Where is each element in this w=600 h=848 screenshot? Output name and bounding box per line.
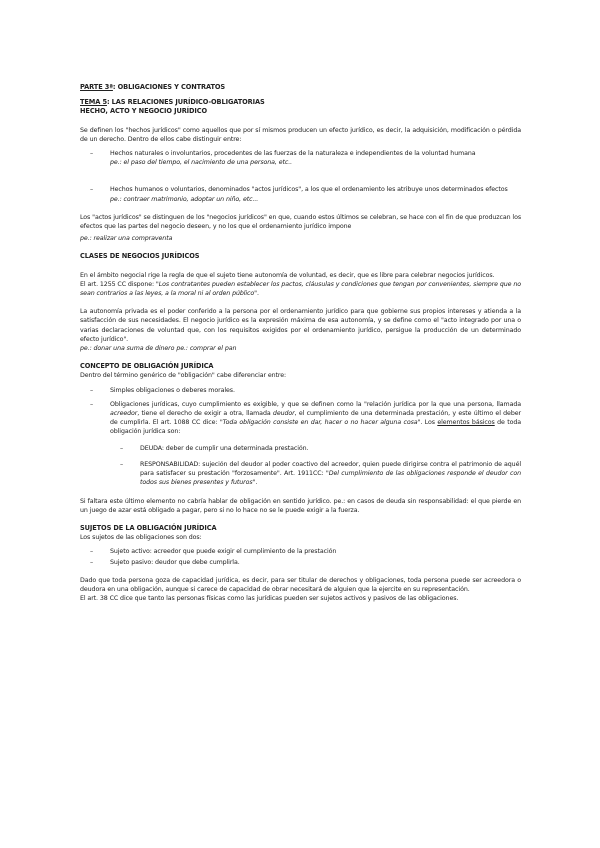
term: acreedor [110, 410, 138, 418]
item-text: Hechos naturales o involuntarios, procedentes de las fuerzas de la naturaleza e independientes de la voluntad humana [110, 150, 476, 158]
example: pe.: realizar una compraventa [80, 235, 173, 243]
term: deudor [272, 410, 295, 418]
quote: "Toda obligación consiste en dar, hacer o no hacer alguna cosa" [219, 419, 421, 427]
example: pe.: el paso del tiempo, el nacimiento de una persona, etc.. [110, 159, 293, 167]
list-obligaciones [80, 386, 521, 488]
paragraph-art38: El art. 38 CC dice que tanto las personas físicas como las jurídicas pueden ser sujetos activos y pasivos de las obligaciones. [80, 595, 459, 603]
text: . [255, 479, 258, 487]
list-item [80, 149, 521, 167]
topic-label: TEMA 5 [80, 98, 107, 107]
list-elementos [80, 444, 521, 488]
list-item: – Sujeto activo: acreedor que puede exigir el cumplimiento de la prestación [80, 547, 521, 556]
paragraph-autonomia: La autonomía privada es el poder conferido a la persona por el ordenamiento jurídico para que gobierne sus propios intereses y atienda a la satisfacción de sus necesidades. El negocio jurídico es la expresión máxima de esa autonomía, y se define como el "acto integrado por una o varias declaraciones de voluntad que, con los requisitos exigidos por el ordenamiento jurídico, persigue la producción de un determinado efecto jurídico". [80, 308, 521, 343]
part-label: PARTE 3ª [80, 83, 113, 91]
paragraph-si-faltara: Si faltara este último elemento no cabría hablar de obligación en sentido jurídico. pe.: en casos de deuda sin responsabilidad: el que pierde en un juego de azar está obligado a pagar, pero si no lo hace no se le puede exigir a la fuerza. [80, 497, 521, 514]
list-item: – Simples obligaciones o deberes morales. [80, 386, 521, 395]
example: pe.: donar una suma de dinero pe.: comprar el pan [80, 345, 237, 353]
list-item [80, 400, 521, 488]
list-item [80, 185, 521, 203]
paragraph-capacidad: Dado que toda persona goza de capacidad jurídica, es decir, para ser titular de derechos y obligaciones, toda persona puede ser acreedora o deudora en una obligación, aunque si carece de capacidad de obrar necesitará de alguien que la ejercite en su representación. [80, 576, 521, 593]
section-heading-sujetos: SUJETOS DE LA OBLIGACIÓN JURÍDICA [80, 523, 217, 532]
quote: "Del cumplimiento de las obligaciones responde el deudor con todos sus bienes presentes y futuros" [140, 470, 521, 487]
paragraph-dentro: Dentro del término genérico de "obligación" cabe diferenciar entre: [80, 372, 287, 380]
text: Obligaciones jurídicas, cuyo cumplimiento es exigible, y que se definen como la "relación jurídica por la que una persona, llamada [110, 400, 521, 408]
section-heading-hecho: HECHO, ACTO Y NEGOCIO JURÍDICO [80, 107, 207, 116]
list-sujetos [80, 547, 521, 566]
paragraph-hechos: Se definen los "hechos jurídicos" como aquellos que por sí mismos producen un efecto jurídico, es decir, la adquisición, modificación o pérdida de un derecho. Dentro de ellos cabe distinguir entre: [80, 126, 521, 143]
text: , tiene el derecho de exigir a otra, llamada [137, 410, 273, 418]
list-item: – Sujeto pasivo: deudor que debe cumplirla. [80, 558, 521, 567]
term: elementos básicos [437, 419, 495, 427]
paragraph-actos: Los "actos jurídicos" se distinguen de los "negocios jurídicos" en que, cuando estos últimos se celebran, se hace con el fin de que produzcan los efectos que las partes del negocio deseen, y no los que el ordenamiento jurídico impone [80, 213, 521, 231]
section-heading-clases: CLASES DE NEGOCIOS JURÍDICOS [80, 252, 200, 261]
paragraph-ambito: En el ámbito negocial rige la regla de que el sujeto tiene autonomía de voluntad, es decir, que es libre para celebrar negocios jurídicos. [80, 271, 495, 279]
document-page [80, 83, 521, 603]
list-item [80, 460, 521, 488]
topic-title: : LAS RELACIONES JURÍDICO-OBLIGATORIAS [106, 98, 265, 107]
example: pe.: contraer matrimonio, adoptar un niño, etc... [110, 195, 259, 203]
text: RESPONSABILIDAD: sujeción del deudor al poder coactivo del acreedor, quien puede dirigirse contra el patrimonio de aquél para satisfacer su prestación "forzosamente". Art. 1911CC: [140, 460, 521, 478]
part-heading [80, 83, 521, 92]
paragraph-sujetos: Los sujetos de las obligaciones son dos: [80, 534, 202, 542]
text: El art. 1255 CC dispone: [80, 280, 156, 288]
text: . Los [420, 419, 438, 427]
item-text: Hechos humanos o voluntarios, denominados "actos jurídicos", a los que el ordenamiento les atribuye unos determinados efectos [110, 186, 508, 194]
paragraph-art1255 [80, 280, 521, 298]
list-hechos [80, 149, 521, 204]
text: , el cumplimiento de una determinada prestación, y este último el deber de cumplirla. El art. 1088 CC dice: [110, 410, 521, 427]
text: de toda obligación jurídica son: [110, 419, 521, 436]
text: . [256, 290, 259, 298]
list-item: – DEUDA: deber de cumplir una determinada prestación. [80, 444, 521, 453]
section-heading-concepto: CONCEPTO DE OBLIGACIÓN JURÍDICA [80, 362, 214, 371]
part-title: : OBLIGACIONES Y CONTRATOS [112, 83, 226, 91]
quote: "Los contratantes pueden establecer los pactos, cláusulas y condiciones que tengan por convenientes, siempre que no sean contrarios a las leyes, a la moral ni al orden público" [80, 280, 521, 298]
